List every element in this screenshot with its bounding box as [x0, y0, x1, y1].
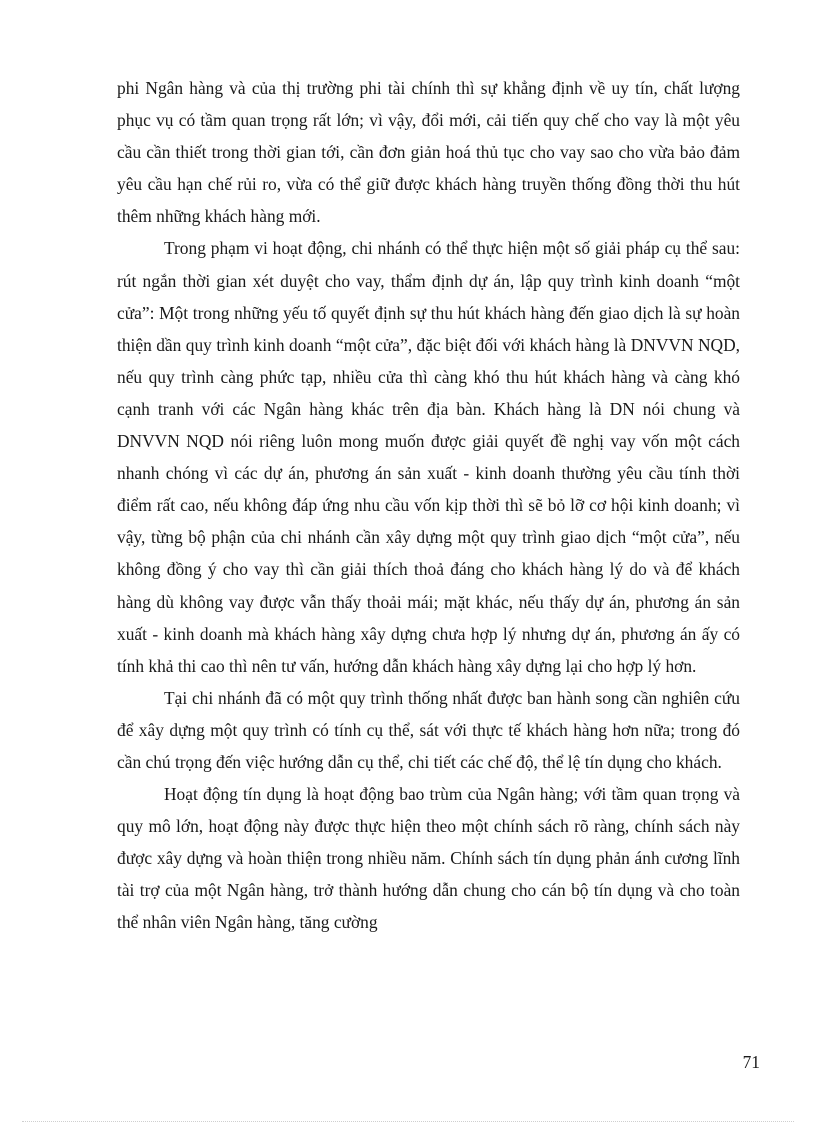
- body-text: [117, 72, 740, 939]
- paragraph-solutions: Trong phạm vi hoạt động, chi nhánh có thể thực hiện một số giải pháp cụ thể sau: rút ngắn thời gian xét duyệt cho vay, thẩm định dự án, lập quy trình kinh doanh “một cửa”: Một trong những yếu tố quyết định sự thu hút khách hàng đến giao dịch là sự hoàn thiện dần quy trình kinh doanh “một cửa”, đặc biệt đối với khách hàng là DNVVN NQD, nếu quy trình càng phức tạp, nhiều cửa thì càng khó thu hút khách hàng và càng khó cạnh tranh với các Ngân hàng khác trên địa bàn. Khách hàng là DN nói chung và DNVVN NQD nói riêng luôn mong muốn được giải quyết đề nghị vay vốn một cách nhanh chóng vì các dự án, phương án sản xuất - kinh doanh thường yêu cầu tính thời điểm rất cao, nếu không đáp ứng nhu cầu vốn kịp thời thì sẽ bỏ lỡ cơ hội kinh doanh; vì vậy, từng bộ phận của chi nhánh cần xây dựng một quy trình giao dịch “một cửa”, nếu không đồng ý cho vay thì cần giải thích thoả đáng cho khách hàng lý do và để khách hàng dù không vay được vẫn thấy thoải mái; mặt khác, nếu thấy dự án, phương án sản xuất - kinh doanh mà khách hàng xây dựng chưa hợp lý nhưng dự án, phương án ấy có tính khả thi cao thì nên tư vấn, hướng dẫn khách hàng xây dựng lại cho hợp lý hơn.: [117, 238, 740, 676]
- paragraph-credit-policy: Hoạt động tín dụng là hoạt động bao trùm của Ngân hàng; với tầm quan trọng và quy mô lớn, hoạt động này được thực hiện theo một chính sách rõ ràng, chính sách này được xây dựng và hoàn thiện trong nhiều năm. Chính sách tín dụng phản ánh cương lĩnh tài trợ của một Ngân hàng, trở thành hướng dẫn chung cho cán bộ tín dụng và cho toàn thể nhân viên Ngân hàng, tăng cường: [117, 784, 740, 933]
- paragraph-continuation: phi Ngân hàng và của thị trường phi tài chính thì sự khẳng định về uy tín, chất lượng phục vụ có tầm quan trọng rất lớn; vì vậy, đổi mới, cải tiến quy chế cho vay là một yêu cầu cần thiết trong thời gian tới, cần đơn giản hoá thủ tục cho vay sao cho vừa bảo đảm yêu cầu hạn chế rủi ro, vừa có thể giữ được khách hàng truyền thống đồng thời thu hút thêm những khách hàng mới.: [117, 78, 740, 227]
- paragraph-procedure: Tại chi nhánh đã có một quy trình thống nhất được ban hành song cần nghiên cứu để xây dựng một quy trình có tính cụ thể, sát với thực tế khách hàng hơn nữa; trong đó cần chú trọng đến việc hướng dẫn cụ thể, chi tiết các chế độ, thể lệ tín dụng cho khách.: [117, 687, 740, 772]
- page-number: 71: [742, 1052, 760, 1072]
- page-bottom-divider: [22, 1121, 794, 1122]
